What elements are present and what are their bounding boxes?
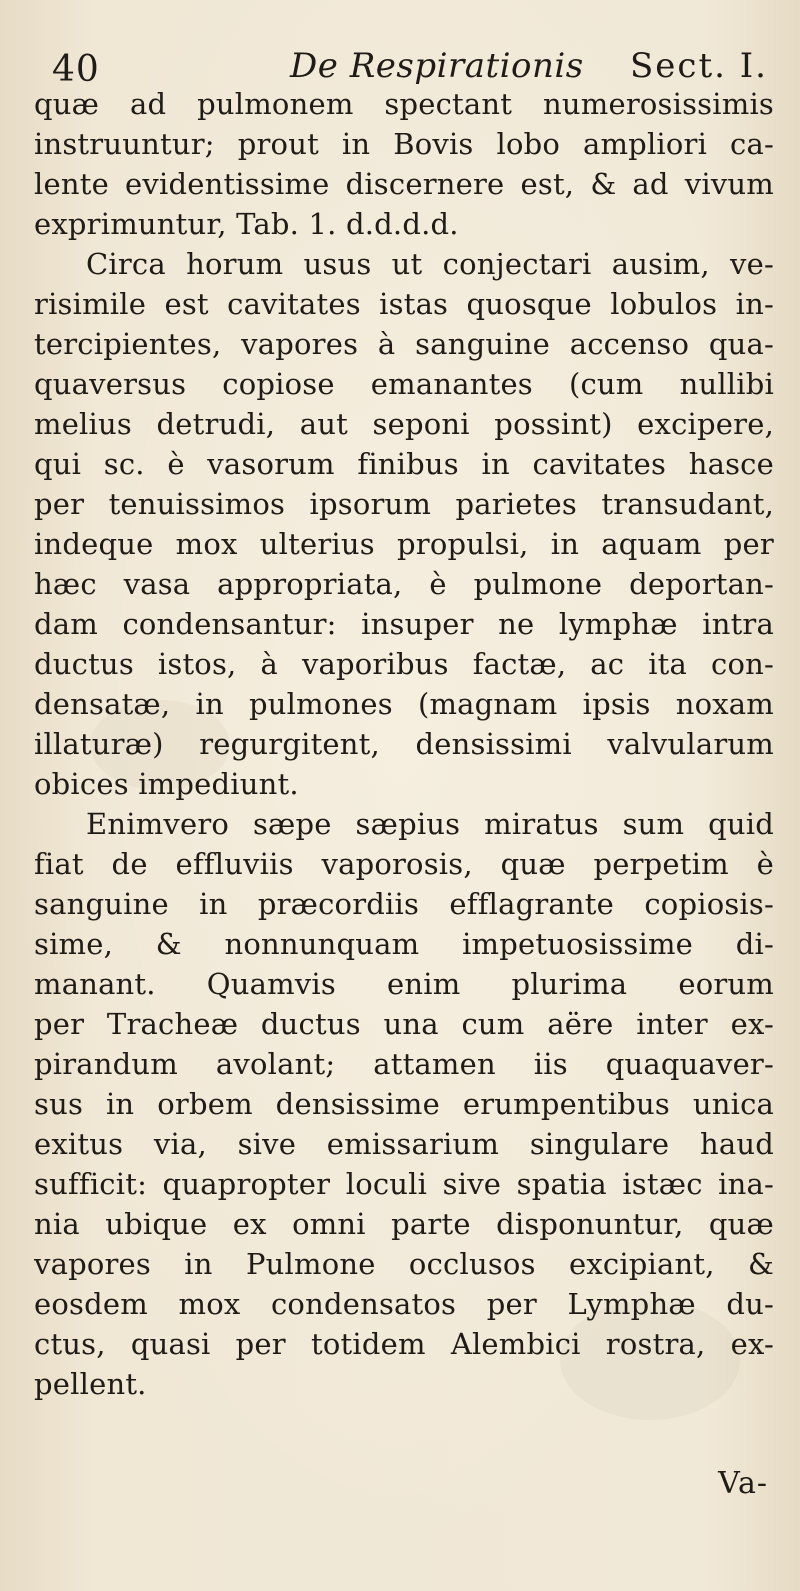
text-line: quaversus copiose emanantes (cum nullibi (34, 367, 774, 401)
text-line: hæc vasa appropriata, è pulmone deportan- (34, 567, 774, 601)
text-line: qui sc. è vasorum finibus in cavitates hasce (34, 447, 774, 481)
text-line: illaturæ) regurgitent, densissimi valvularum (34, 727, 774, 761)
text-line: vapores in Pulmone occlusos excipiant, & (34, 1247, 774, 1281)
text-line: tercipientes, vapores à sanguine accenso qua- (34, 327, 774, 361)
text-line: nia ubique ex omni parte disponuntur, quæ (34, 1207, 774, 1241)
text-line: instruuntur; prout in Bovis lobo ampliori ca- (34, 127, 774, 161)
text-line: Circa horum usus ut conjectari ausim, ve- (86, 247, 774, 281)
text-line: melius detrudi, aut seponi possint) excipere, (34, 407, 774, 441)
text-line: pellent. (34, 1367, 147, 1401)
body-text (34, 84, 774, 1404)
section-mark: Sect. I. (630, 46, 768, 86)
text-line: sanguine in præcordiis efflagrante copiosis- (34, 887, 774, 921)
text-line: eosdem mox condensatos per Lymphæ du- (34, 1287, 774, 1321)
text-line: dam condensantur: insuper ne lymphæ intra (34, 607, 774, 641)
catchword: Va- (718, 1466, 768, 1501)
text-line: per Tracheæ ductus una cum aëre inter ex- (34, 1007, 774, 1041)
text-line: Enimvero sæpe sæpius miratus sum quid (86, 807, 774, 841)
text-line: fiat de effluviis vaporosis, quæ perpetim è (34, 847, 774, 881)
text-line: sime, & nonnunquam impetuosissime di- (34, 927, 774, 961)
text-line: obices impediunt. (34, 767, 299, 801)
running-title: De Respirationis (290, 46, 584, 86)
text-line: manant. Quamvis enim plurima eorum (34, 967, 774, 1001)
running-header (52, 38, 768, 88)
text-line: exprimuntur, Tab. 1. d.d.d.d. (34, 207, 459, 241)
text-line: lente evidentissime discernere est, & ad vivum (34, 167, 774, 201)
text-line: sufficit: quapropter loculi sive spatia istæc ina- (34, 1167, 774, 1201)
text-line: ductus istos, à vaporibus factæ, ac ita con- (34, 647, 774, 681)
text-line: pirandum avolant; attamen iis quaquaver- (34, 1047, 774, 1081)
text-line: indeque mox ulterius propulsi, in aquam per (34, 527, 774, 561)
text-line: sus in orbem densissime erumpentibus unica (34, 1087, 774, 1121)
page-number: 40 (52, 49, 100, 90)
text-line: per tenuissimos ipsorum parietes transudant, (34, 487, 774, 521)
text-line: exitus via, sive emissarium singulare haud (34, 1127, 774, 1161)
text-line: ctus, quasi per totidem Alembici rostra, ex- (34, 1327, 774, 1361)
text-line: risimile est cavitates istas quosque lobulos in- (34, 287, 774, 321)
text-line: densatæ, in pulmones (magnam ipsis noxam (34, 687, 774, 721)
text-line: quæ ad pulmonem spectant numerosissimis (34, 87, 774, 121)
